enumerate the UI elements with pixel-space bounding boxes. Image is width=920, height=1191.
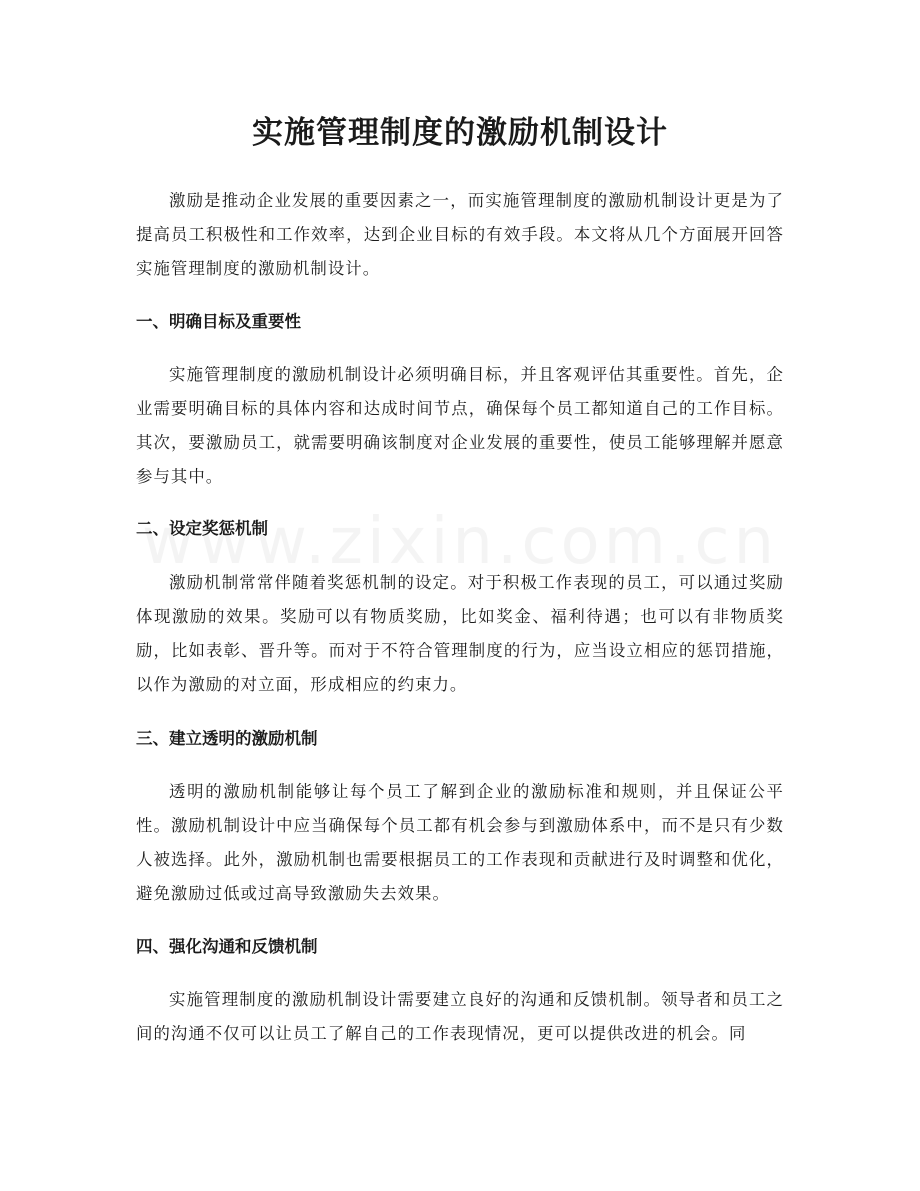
section-heading-4: 四、强化沟通和反馈机制: [136, 937, 318, 956]
section-body-2: 激励机制常常伴随着奖惩机制的设定。对于积极工作表现的员工，可以通过奖励体现激励的效果。奖励可以有物质奖励，比如奖金、福利待遇；也可以有非物质奖励，比如表彰、晋升等。而对于不符合管理制度的行为，应当设立相应的惩罚措施，以作为激励的对立面，形成相应的约束力。: [136, 573, 784, 694]
section-heading-3: 三、建立透明的激励机制: [136, 729, 318, 748]
intro-paragraph: 激励是推动企业发展的重要因素之一，而实施管理制度的激励机制设计更是为了提高员工积极性和工作效率，达到企业目标的有效手段。本文将从几个方面展开回答实施管理制度的激励机制设计。: [136, 191, 784, 278]
document-title: 实施管理制度的激励机制设计: [252, 115, 668, 151]
section-heading-2: 二、设定奖惩机制: [136, 519, 268, 538]
section-body-4: 实施管理制度的激励机制设计需要建立良好的沟通和反馈机制。领导者和员工之间的沟通不仅可以让员工了解自己的工作表现情况，更可以提供改进的机会。同: [136, 990, 784, 1043]
section-body-1: 实施管理制度的激励机制设计必须明确目标，并且客观评估其重要性。首先，企业需要明确目标的具体内容和达成时间节点，确保每个员工都知道自己的工作目标。其次，要激励员工，就需要明确该制度对企业发展的重要性，使员工能够理解并愿意参与其中。: [136, 365, 784, 486]
section-heading-1: 一、明确目标及重要性: [136, 312, 301, 331]
section-body-3: 透明的激励机制能够让每个员工了解到企业的激励标准和规则，并且保证公平性。激励机制设计中应当确保每个员工都有机会参与到激励体系中，而不是只有少数人被选择。此外，激励机制也需要根据员工的工作表现和贡献进行及时调整和优化，避免激励过低或过高导致激励失去效果。: [136, 782, 784, 903]
